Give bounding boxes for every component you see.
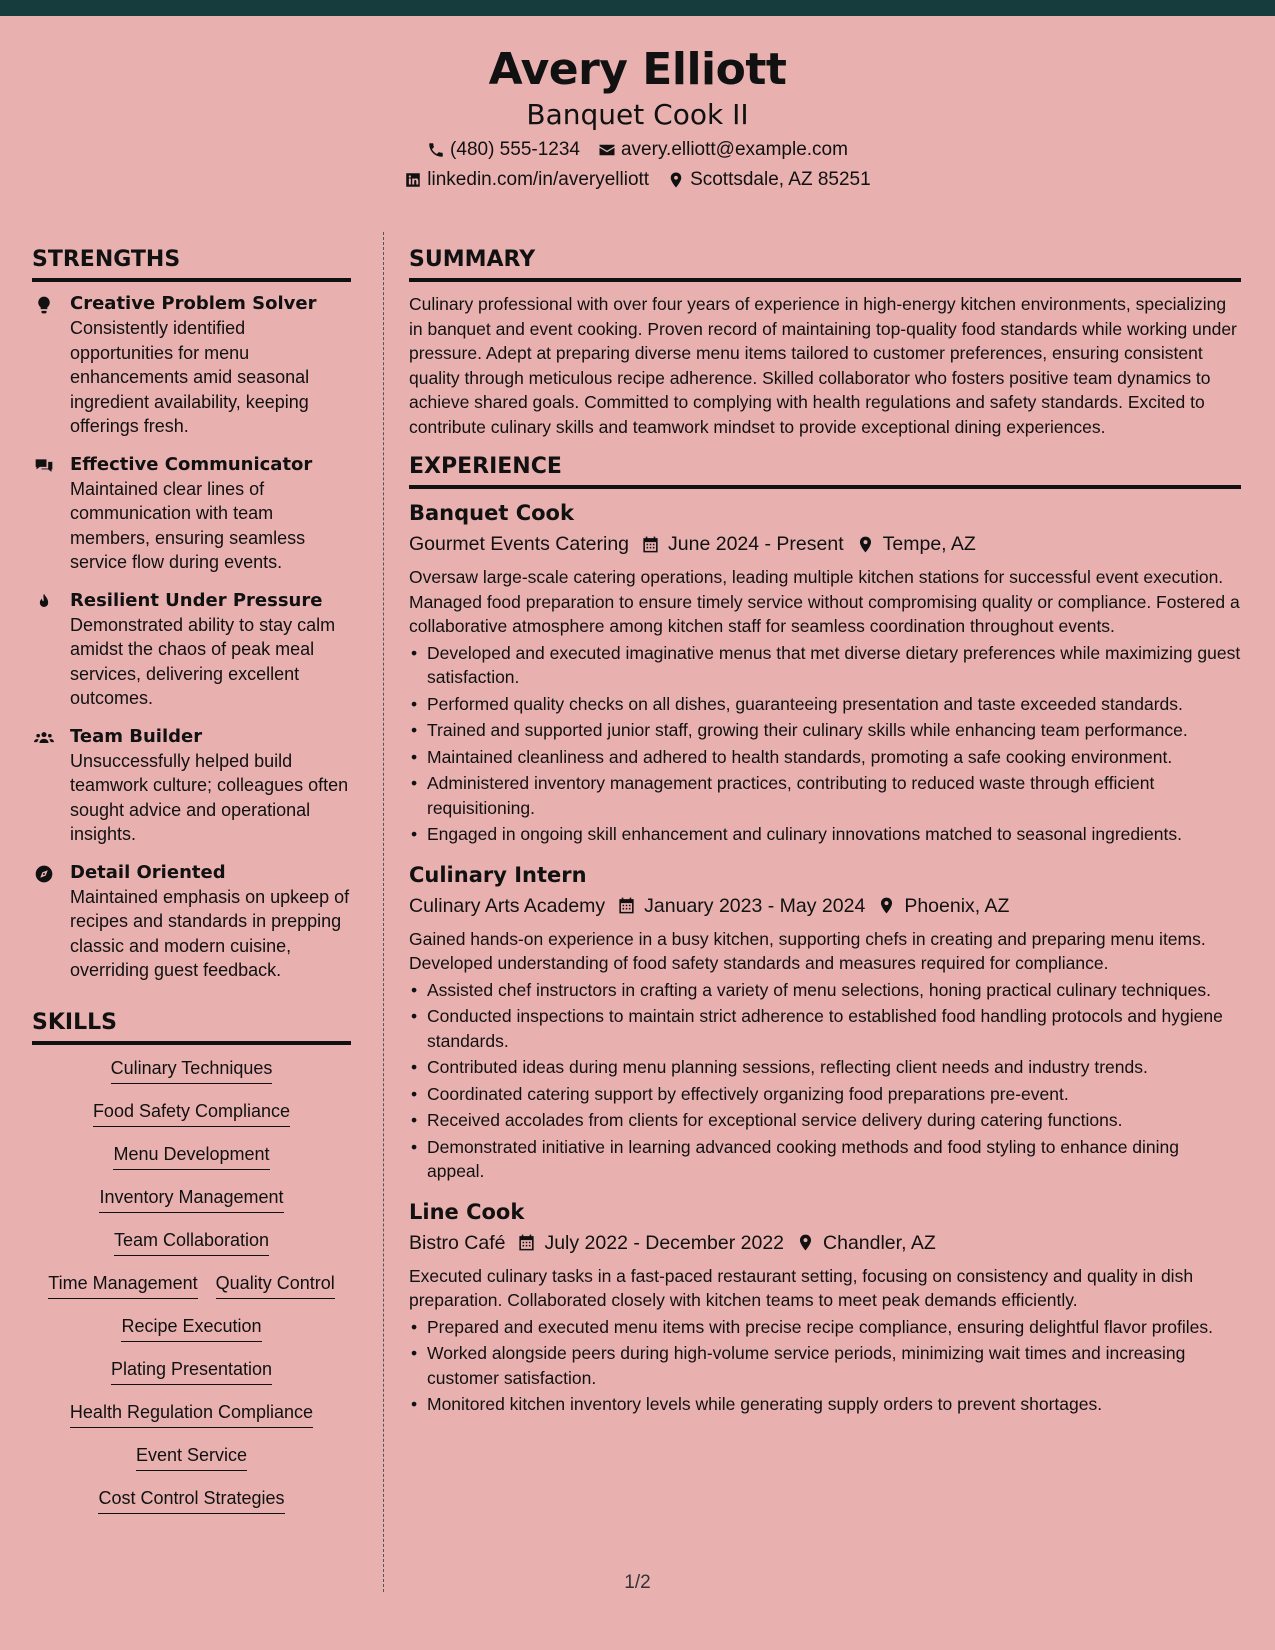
skills-list <box>32 1055 351 1514</box>
job-meta <box>409 1228 1241 1258</box>
strength-title: Creative Problem Solver <box>70 293 317 314</box>
contact-row-1 <box>0 138 1275 162</box>
skill-tag: Culinary Techniques <box>111 1055 273 1084</box>
skill-tag: Team Collaboration <box>114 1227 269 1256</box>
list-item: • Trained and supported junior staff, growing their culinary skills while enhancing team performance. <box>409 718 1241 743</box>
list-item: • Contributed ideas during menu planning sessions, reflecting client needs and industry trends. <box>409 1055 1241 1080</box>
experience-heading: EXPERIENCE <box>409 453 1241 489</box>
strength-item <box>32 725 351 847</box>
location-text: Scottsdale, AZ 85251 <box>690 169 871 190</box>
summary-heading: SUMMARY <box>409 246 1241 282</box>
strength-desc: Maintained emphasis on upkeep of recipes and standards in prepping classic and modern cuisine, overriding guest feedback. <box>70 886 350 980</box>
candidate-title: Banquet Cook II <box>526 98 749 131</box>
skills-heading: SKILLS <box>32 1009 351 1045</box>
list-item: • Prepared and executed menu items with precise recipe compliance, ensuring delightful flavor profiles. <box>409 1315 1241 1340</box>
job-bullets <box>409 1315 1241 1417</box>
envelope-icon <box>598 141 616 159</box>
list-item: • Administered inventory management practices, contributing to reduced waste through efficient requisitioning. <box>409 771 1241 820</box>
calendar-icon <box>641 535 660 554</box>
calendar-icon <box>617 896 636 915</box>
email-contact[interactable] <box>598 138 848 162</box>
list-item: • Developed and executed imaginative menus that met diverse dietary preferences while maximizing guest satisfaction. <box>409 641 1241 690</box>
list-item: • Engaged in ongoing skill enhancement and culinary innovations matched to seasonal ingredients. <box>409 822 1241 847</box>
skill-tag: Time Management <box>48 1270 197 1299</box>
job-title: Line Cook <box>409 1199 525 1224</box>
phone-text: (480) 555-1234 <box>450 139 580 160</box>
calendar-icon <box>517 1233 536 1252</box>
list-item: • Maintained cleanliness and adhered to health standards, promoting a safe cooking environment. <box>409 745 1241 770</box>
location-contact <box>667 168 871 192</box>
list-item: • Conducted inspections to maintain strict adherence to established food handling protocols and hygiene standards. <box>409 1004 1241 1053</box>
job-dates: July 2022 - December 2022 <box>517 1228 784 1258</box>
skill-tag: Event Service <box>136 1442 247 1471</box>
resume-header <box>0 16 1275 204</box>
skill-tag: Food Safety Compliance <box>93 1098 290 1127</box>
map-pin-icon <box>856 535 875 554</box>
job-description: Gained hands-on experience in a busy kitchen, supporting chefs in creating and preparing menu items. Developed understanding of food safety standards and measures required for compliance. <box>409 928 1206 973</box>
job-entry <box>409 861 1241 1184</box>
phone-contact[interactable] <box>427 138 580 162</box>
strength-desc: Unsuccessfully helped build teamwork culture; colleagues often sought advice and operational insights. <box>70 750 349 844</box>
job-description: Executed culinary tasks in a fast-paced restaurant setting, focusing on consistency and quality in dish preparation. Collaborated closely with kitchen teams to meet peak demands efficiently. <box>409 1265 1194 1310</box>
contact-row-2 <box>0 168 1275 192</box>
flame-icon <box>34 592 54 612</box>
strength-title: Detail Oriented <box>70 861 226 883</box>
skill-tag: Quality Control <box>216 1270 335 1299</box>
list-item: • Performed quality checks on all dishes, guaranteeing presentation and taste exceeded standards. <box>409 692 1241 717</box>
users-icon <box>34 728 54 748</box>
map-pin-icon <box>667 171 685 189</box>
list-item: • Coordinated catering support by effectively organizing food preparations pre-event. <box>409 1082 1241 1107</box>
job-bullets <box>409 641 1241 847</box>
comments-icon <box>34 456 54 476</box>
compass-icon <box>34 864 54 884</box>
candidate-name: Avery Elliott <box>488 44 787 95</box>
email-text: avery.elliott@example.com <box>620 139 848 160</box>
job-location: Tempe, AZ <box>856 529 976 559</box>
skill-tag: Inventory Management <box>99 1184 283 1213</box>
phone-icon <box>427 141 445 159</box>
list-item: • Monitored kitchen inventory levels while generating supply orders to prevent shortages. <box>409 1392 1241 1417</box>
top-accent-bar <box>0 0 1275 16</box>
job-dates: January 2023 - May 2024 <box>617 891 865 921</box>
map-pin-icon <box>877 896 896 915</box>
column-divider <box>383 232 384 1592</box>
job-description: Oversaw large-scale catering operations, leading multiple kitchen stations for successful event execution. Managed food preparation to ensure timely service without compromising quality or compliance. Fostered a collaborative atmosphere among kitchen staff for seamless coordination throughout events. <box>409 567 1240 636</box>
strength-desc: Consistently identified opportunities for menu enhancements amid seasonal ingredient availability, keeping offerings fresh. <box>70 318 310 436</box>
skill-tag: Cost Control Strategies <box>98 1485 284 1514</box>
strength-desc: Maintained clear lines of communication with team members, ensuring seamless service flow during events. <box>70 478 306 572</box>
lightbulb-icon <box>34 295 54 315</box>
skill-tag: Plating Presentation <box>111 1356 272 1385</box>
job-title: Culinary Intern <box>409 862 587 887</box>
job-location: Phoenix, AZ <box>877 891 1009 921</box>
job-entry <box>409 499 1241 847</box>
strength-title: Team Builder <box>70 725 203 747</box>
strength-item <box>32 292 351 439</box>
linkedin-contact[interactable] <box>404 168 649 192</box>
job-meta <box>409 891 1241 921</box>
job-company: Bistro Café <box>409 1231 506 1254</box>
job-meta <box>409 529 1241 559</box>
job-company: Gourmet Events Catering <box>409 533 630 555</box>
job-dates: June 2024 - Present <box>641 529 844 559</box>
job-entry <box>409 1198 1241 1417</box>
list-item: • Demonstrated initiative in learning advanced cooking methods and food styling to enhance dining appeal. <box>409 1135 1241 1184</box>
right-column <box>409 246 1241 1431</box>
strength-title: Effective Communicator <box>70 453 313 475</box>
list-item: • Received accolades from clients for exceptional service delivery during catering functions. <box>409 1108 1241 1133</box>
linkedin-icon <box>404 171 422 189</box>
linkedin-text: linkedin.com/in/averyelliott <box>427 169 650 190</box>
strength-item <box>32 861 351 983</box>
page-number: 1/2 <box>624 1572 651 1593</box>
job-bullets <box>409 978 1241 1184</box>
strength-title: Resilient Under Pressure <box>70 589 323 611</box>
strength-item <box>32 589 351 711</box>
job-title: Banquet Cook <box>409 501 574 525</box>
strength-desc: Demonstrated ability to stay calm amidst the chaos of peak meal services, delivering excellent outcomes. <box>70 614 336 708</box>
strength-item <box>32 453 351 575</box>
left-column <box>32 246 351 1528</box>
skill-tag: Recipe Execution <box>121 1313 261 1342</box>
skill-tag: Menu Development <box>113 1141 269 1170</box>
skill-tag: Health Regulation Compliance <box>70 1399 313 1428</box>
job-company: Culinary Arts Academy <box>409 894 606 917</box>
strengths-heading: STRENGTHS <box>32 246 351 282</box>
list-item: • Worked alongside peers during high-volume service periods, minimizing wait times and increasing customer satisfaction. <box>409 1341 1241 1390</box>
list-item: • Assisted chef instructors in crafting a variety of menu selections, honing practical culinary techniques. <box>409 978 1241 1003</box>
job-location: Chandler, AZ <box>796 1228 936 1258</box>
map-pin-icon <box>796 1233 815 1252</box>
summary-text: Culinary professional with over four years of experience in high-energy kitchen environments, specializing in banquet and event cooking. Proven record of maintaining top-quality food standards while working under pressure. Adept at preparing diverse menu items tailored to customer preferences, ensuring consistent quality through meticulous recipe adherence. Skilled collaborator who fosters positive team dynamics to achieve shared goals. Committed to complying with health regulations and safety standards. Excited to contribute culinary skills and teamwork mindset to provide exceptional dining experiences. <box>409 294 1237 437</box>
